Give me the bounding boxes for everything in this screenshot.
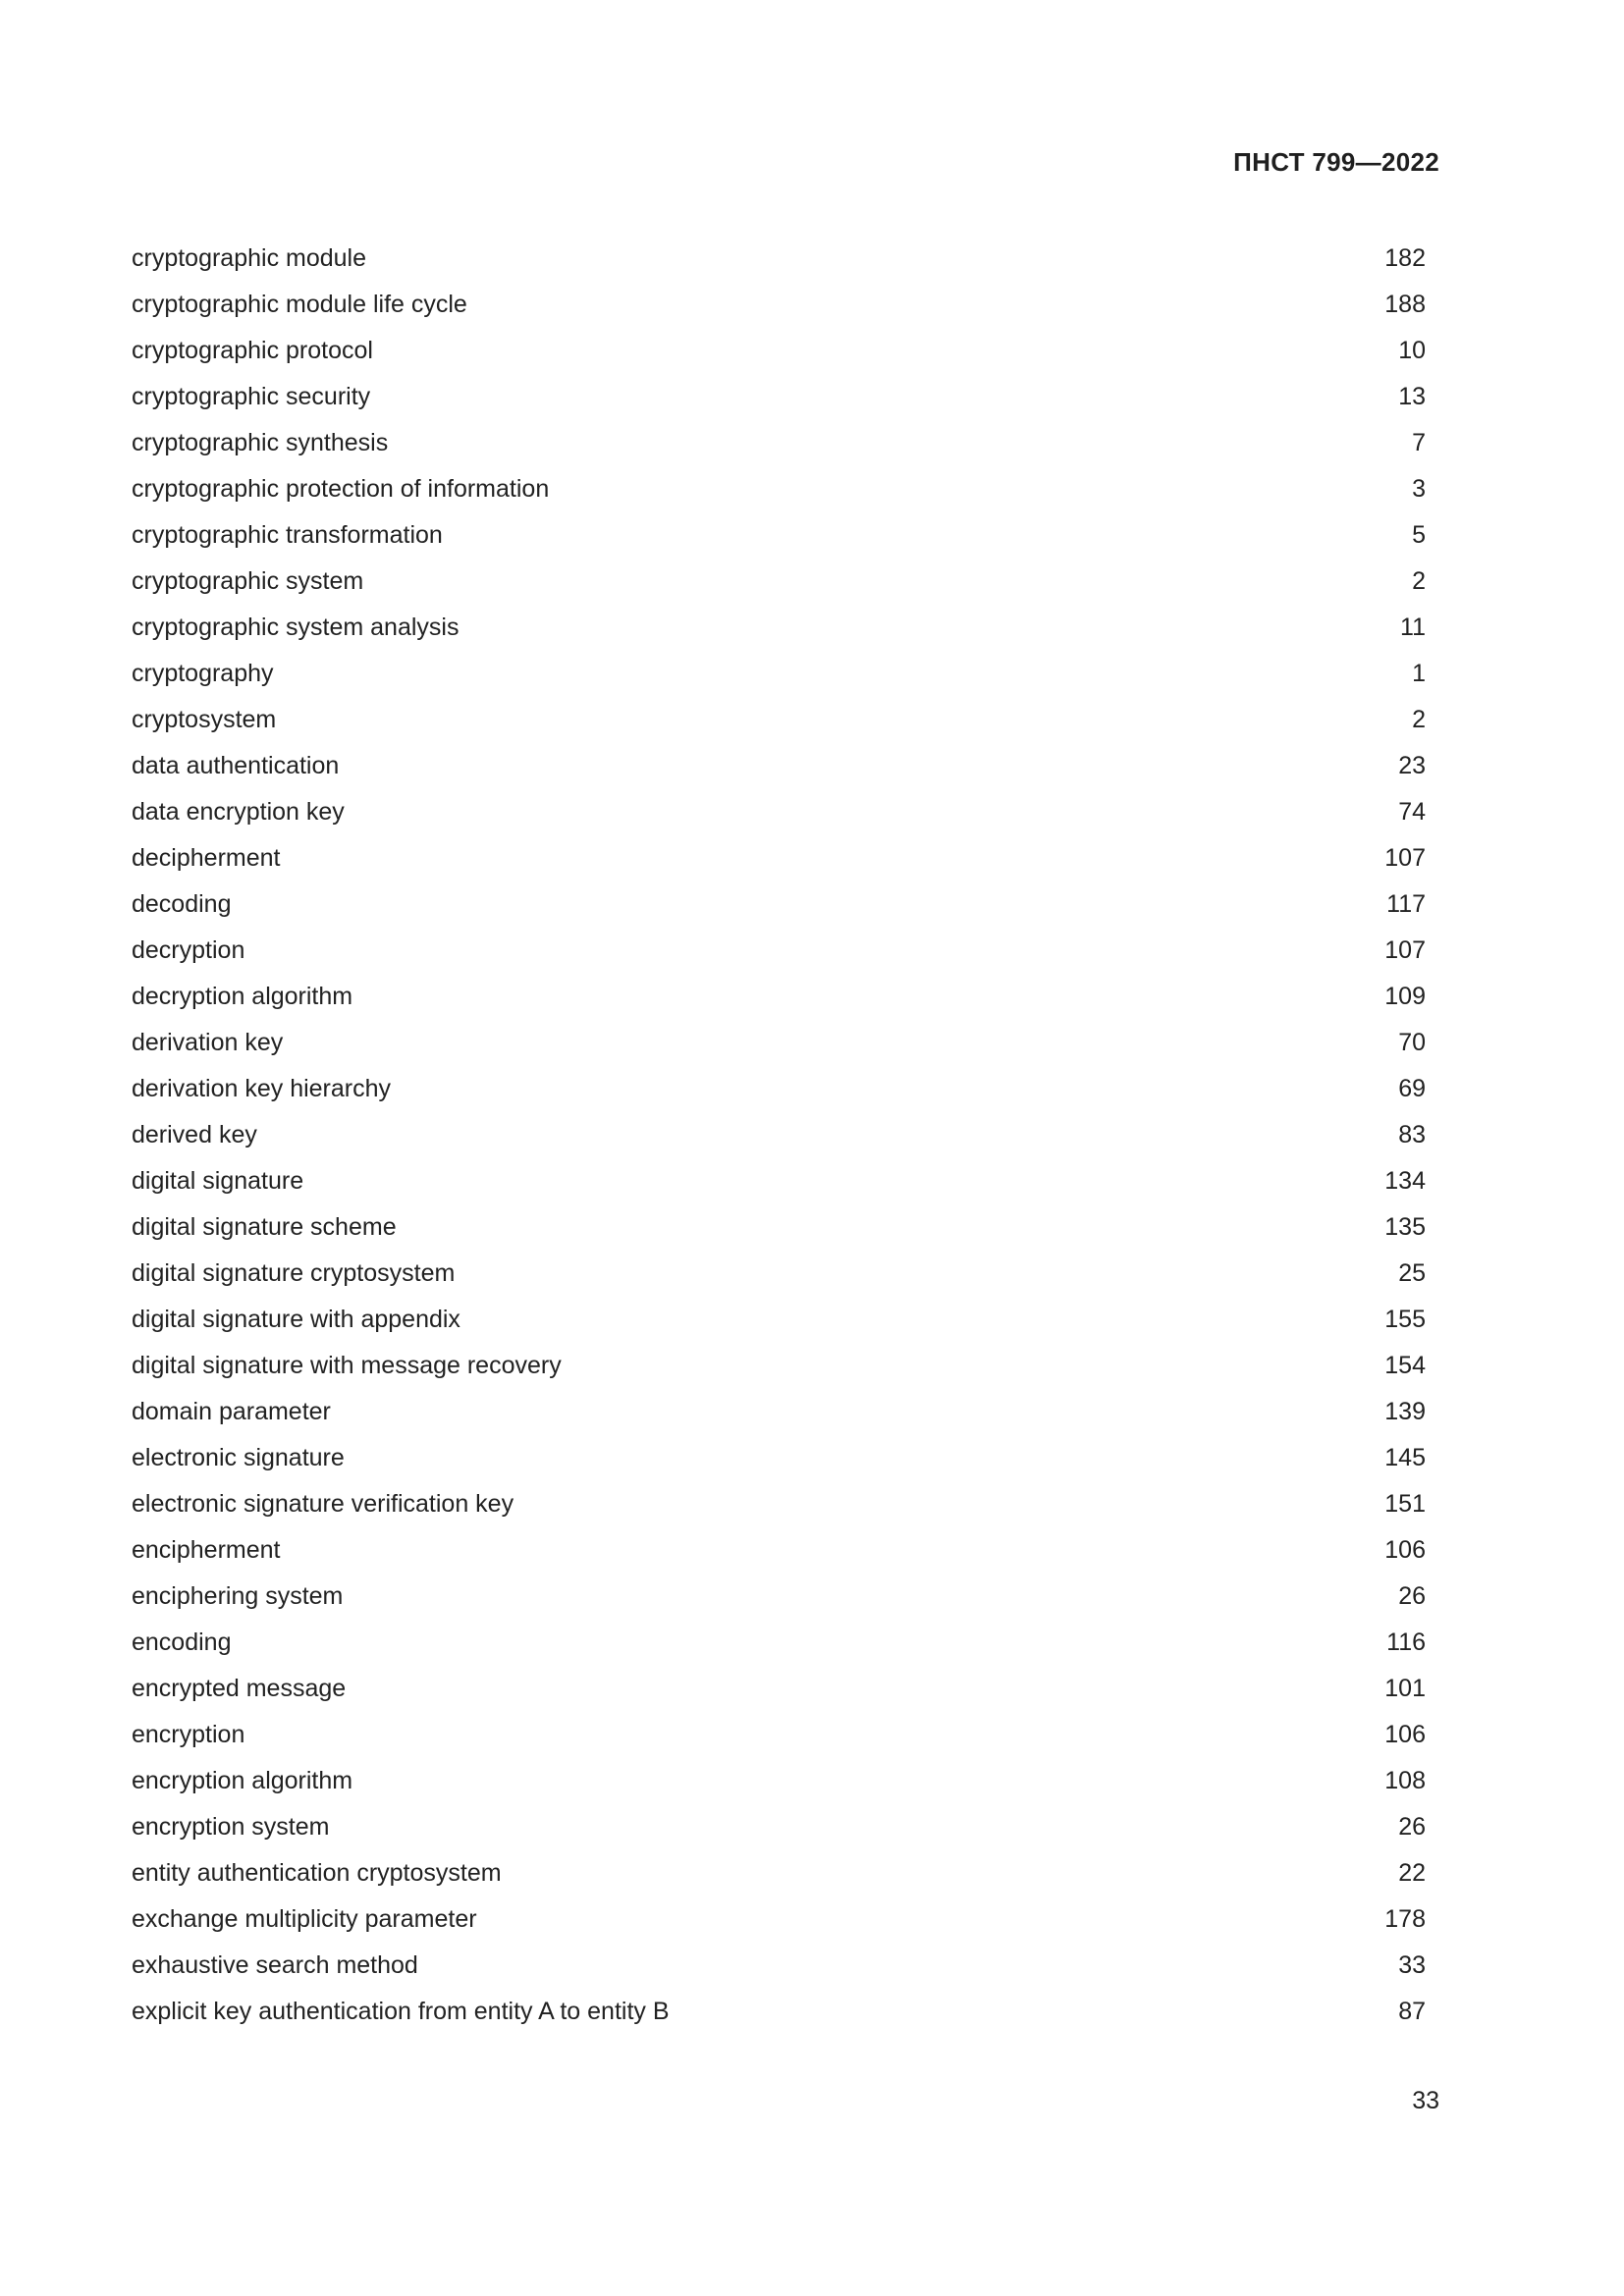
index-entry — [132, 1804, 1426, 1850]
index-entry — [132, 881, 1426, 928]
index-reference-number: 2 — [1412, 567, 1426, 595]
index-term: decryption algorithm — [132, 983, 353, 1010]
index-entry — [132, 651, 1426, 697]
index-reference-number: 109 — [1384, 983, 1426, 1010]
index-reference-number: 1 — [1412, 660, 1426, 687]
index-term: derivation key hierarchy — [132, 1075, 392, 1102]
index-term: cryptographic protection of information — [132, 475, 550, 503]
index-term: enciphering system — [132, 1582, 344, 1610]
index-reference-number: 22 — [1398, 1859, 1426, 1887]
index-reference-number: 154 — [1384, 1352, 1426, 1379]
index-reference-number: 135 — [1384, 1213, 1426, 1241]
alphabetical-index — [132, 236, 1426, 2035]
index-reference-number: 107 — [1384, 844, 1426, 872]
index-entry — [132, 974, 1426, 1020]
index-term: cryptographic transformation — [132, 521, 443, 549]
index-entry — [132, 1435, 1426, 1481]
index-reference-number: 134 — [1384, 1167, 1426, 1195]
index-term: exhaustive search method — [132, 1951, 418, 1979]
index-reference-number: 178 — [1384, 1905, 1426, 1933]
index-reference-number: 26 — [1398, 1582, 1426, 1610]
index-term: cryptography — [132, 660, 274, 687]
index-term: encipherment — [132, 1536, 281, 1564]
index-entry — [132, 789, 1426, 835]
index-term: encrypted message — [132, 1675, 347, 1702]
index-term: cryptosystem — [132, 706, 277, 733]
index-entry — [132, 512, 1426, 559]
index-term: cryptographic system analysis — [132, 614, 460, 641]
index-reference-number: 5 — [1412, 521, 1426, 549]
index-entry — [132, 1527, 1426, 1574]
index-reference-number: 3 — [1412, 475, 1426, 503]
index-term: electronic signature verification key — [132, 1490, 514, 1518]
index-reference-number: 23 — [1398, 752, 1426, 779]
index-term: entity authentication cryptosystem — [132, 1859, 502, 1887]
index-reference-number: 145 — [1384, 1444, 1426, 1471]
index-reference-number: 87 — [1398, 1998, 1426, 2025]
index-reference-number: 155 — [1384, 1306, 1426, 1333]
index-entry — [132, 1204, 1426, 1251]
index-term: digital signature with appendix — [132, 1306, 460, 1333]
index-term: cryptographic system — [132, 567, 364, 595]
index-term: data encryption key — [132, 798, 345, 826]
index-reference-number: 25 — [1398, 1259, 1426, 1287]
index-term: cryptographic module — [132, 244, 367, 272]
index-term: derived key — [132, 1121, 257, 1148]
index-entry — [132, 697, 1426, 743]
index-term: cryptographic security — [132, 383, 371, 410]
index-term: digital signature — [132, 1167, 304, 1195]
index-term: encoding — [132, 1629, 232, 1656]
index-term: cryptographic synthesis — [132, 429, 389, 456]
index-entry — [132, 282, 1426, 328]
index-reference-number: 10 — [1398, 337, 1426, 364]
page-number: 33 — [1412, 2087, 1439, 2114]
index-term: cryptographic protocol — [132, 337, 373, 364]
index-entry — [132, 605, 1426, 651]
index-term: derivation key — [132, 1029, 284, 1056]
index-entry — [132, 1066, 1426, 1112]
index-reference-number: 117 — [1386, 890, 1426, 918]
index-entry — [132, 466, 1426, 512]
index-entry — [132, 374, 1426, 420]
index-reference-number: 106 — [1384, 1536, 1426, 1564]
index-term: cryptographic module life cycle — [132, 291, 467, 318]
index-entry — [132, 1389, 1426, 1435]
index-reference-number: 107 — [1384, 936, 1426, 964]
index-term: data authentication — [132, 752, 340, 779]
index-term: exchange multiplicity parameter — [132, 1905, 477, 1933]
index-entry — [132, 1989, 1426, 2035]
index-entry — [132, 1620, 1426, 1666]
index-reference-number: 70 — [1398, 1029, 1426, 1056]
index-entry — [132, 743, 1426, 789]
index-reference-number: 108 — [1384, 1767, 1426, 1794]
index-reference-number: 69 — [1398, 1075, 1426, 1102]
index-term: digital signature scheme — [132, 1213, 397, 1241]
index-reference-number: 26 — [1398, 1813, 1426, 1841]
index-term: encryption system — [132, 1813, 330, 1841]
index-entry — [132, 1574, 1426, 1620]
index-entry — [132, 1758, 1426, 1804]
index-reference-number: 2 — [1412, 706, 1426, 733]
index-entry — [132, 236, 1426, 282]
index-reference-number: 106 — [1384, 1721, 1426, 1748]
index-reference-number: 33 — [1398, 1951, 1426, 1979]
document-header: ПНСТ 799—2022 — [1233, 147, 1439, 177]
index-reference-number: 182 — [1384, 244, 1426, 272]
index-entry — [132, 1850, 1426, 1896]
index-reference-number: 83 — [1398, 1121, 1426, 1148]
index-entry — [132, 1297, 1426, 1343]
index-term: digital signature cryptosystem — [132, 1259, 456, 1287]
index-entry — [132, 1943, 1426, 1989]
index-entry — [132, 420, 1426, 466]
index-term: decryption — [132, 936, 245, 964]
index-term: decoding — [132, 890, 232, 918]
index-reference-number: 188 — [1384, 291, 1426, 318]
index-entry — [132, 559, 1426, 605]
index-reference-number: 101 — [1384, 1675, 1426, 1702]
index-entry — [132, 1251, 1426, 1297]
index-reference-number: 116 — [1386, 1629, 1426, 1656]
index-reference-number: 13 — [1398, 383, 1426, 410]
index-entry — [132, 1158, 1426, 1204]
index-entry — [132, 1481, 1426, 1527]
index-term: explicit key authentication from entity A to entity B — [132, 1998, 670, 2025]
index-entry — [132, 835, 1426, 881]
index-entry — [132, 928, 1426, 974]
index-entry — [132, 1112, 1426, 1158]
index-reference-number: 7 — [1412, 429, 1426, 456]
index-reference-number: 74 — [1398, 798, 1426, 826]
index-entry — [132, 1343, 1426, 1389]
index-entry — [132, 1896, 1426, 1943]
index-term: digital signature with message recovery — [132, 1352, 562, 1379]
index-term: domain parameter — [132, 1398, 331, 1425]
index-entry — [132, 1020, 1426, 1066]
index-entry — [132, 1712, 1426, 1758]
index-reference-number: 139 — [1384, 1398, 1426, 1425]
index-reference-number: 11 — [1400, 614, 1426, 641]
index-entry — [132, 328, 1426, 374]
index-term: encryption algorithm — [132, 1767, 353, 1794]
index-term: electronic signature — [132, 1444, 345, 1471]
index-term: decipherment — [132, 844, 281, 872]
index-reference-number: 151 — [1384, 1490, 1426, 1518]
index-entry — [132, 1666, 1426, 1712]
index-term: encryption — [132, 1721, 245, 1748]
